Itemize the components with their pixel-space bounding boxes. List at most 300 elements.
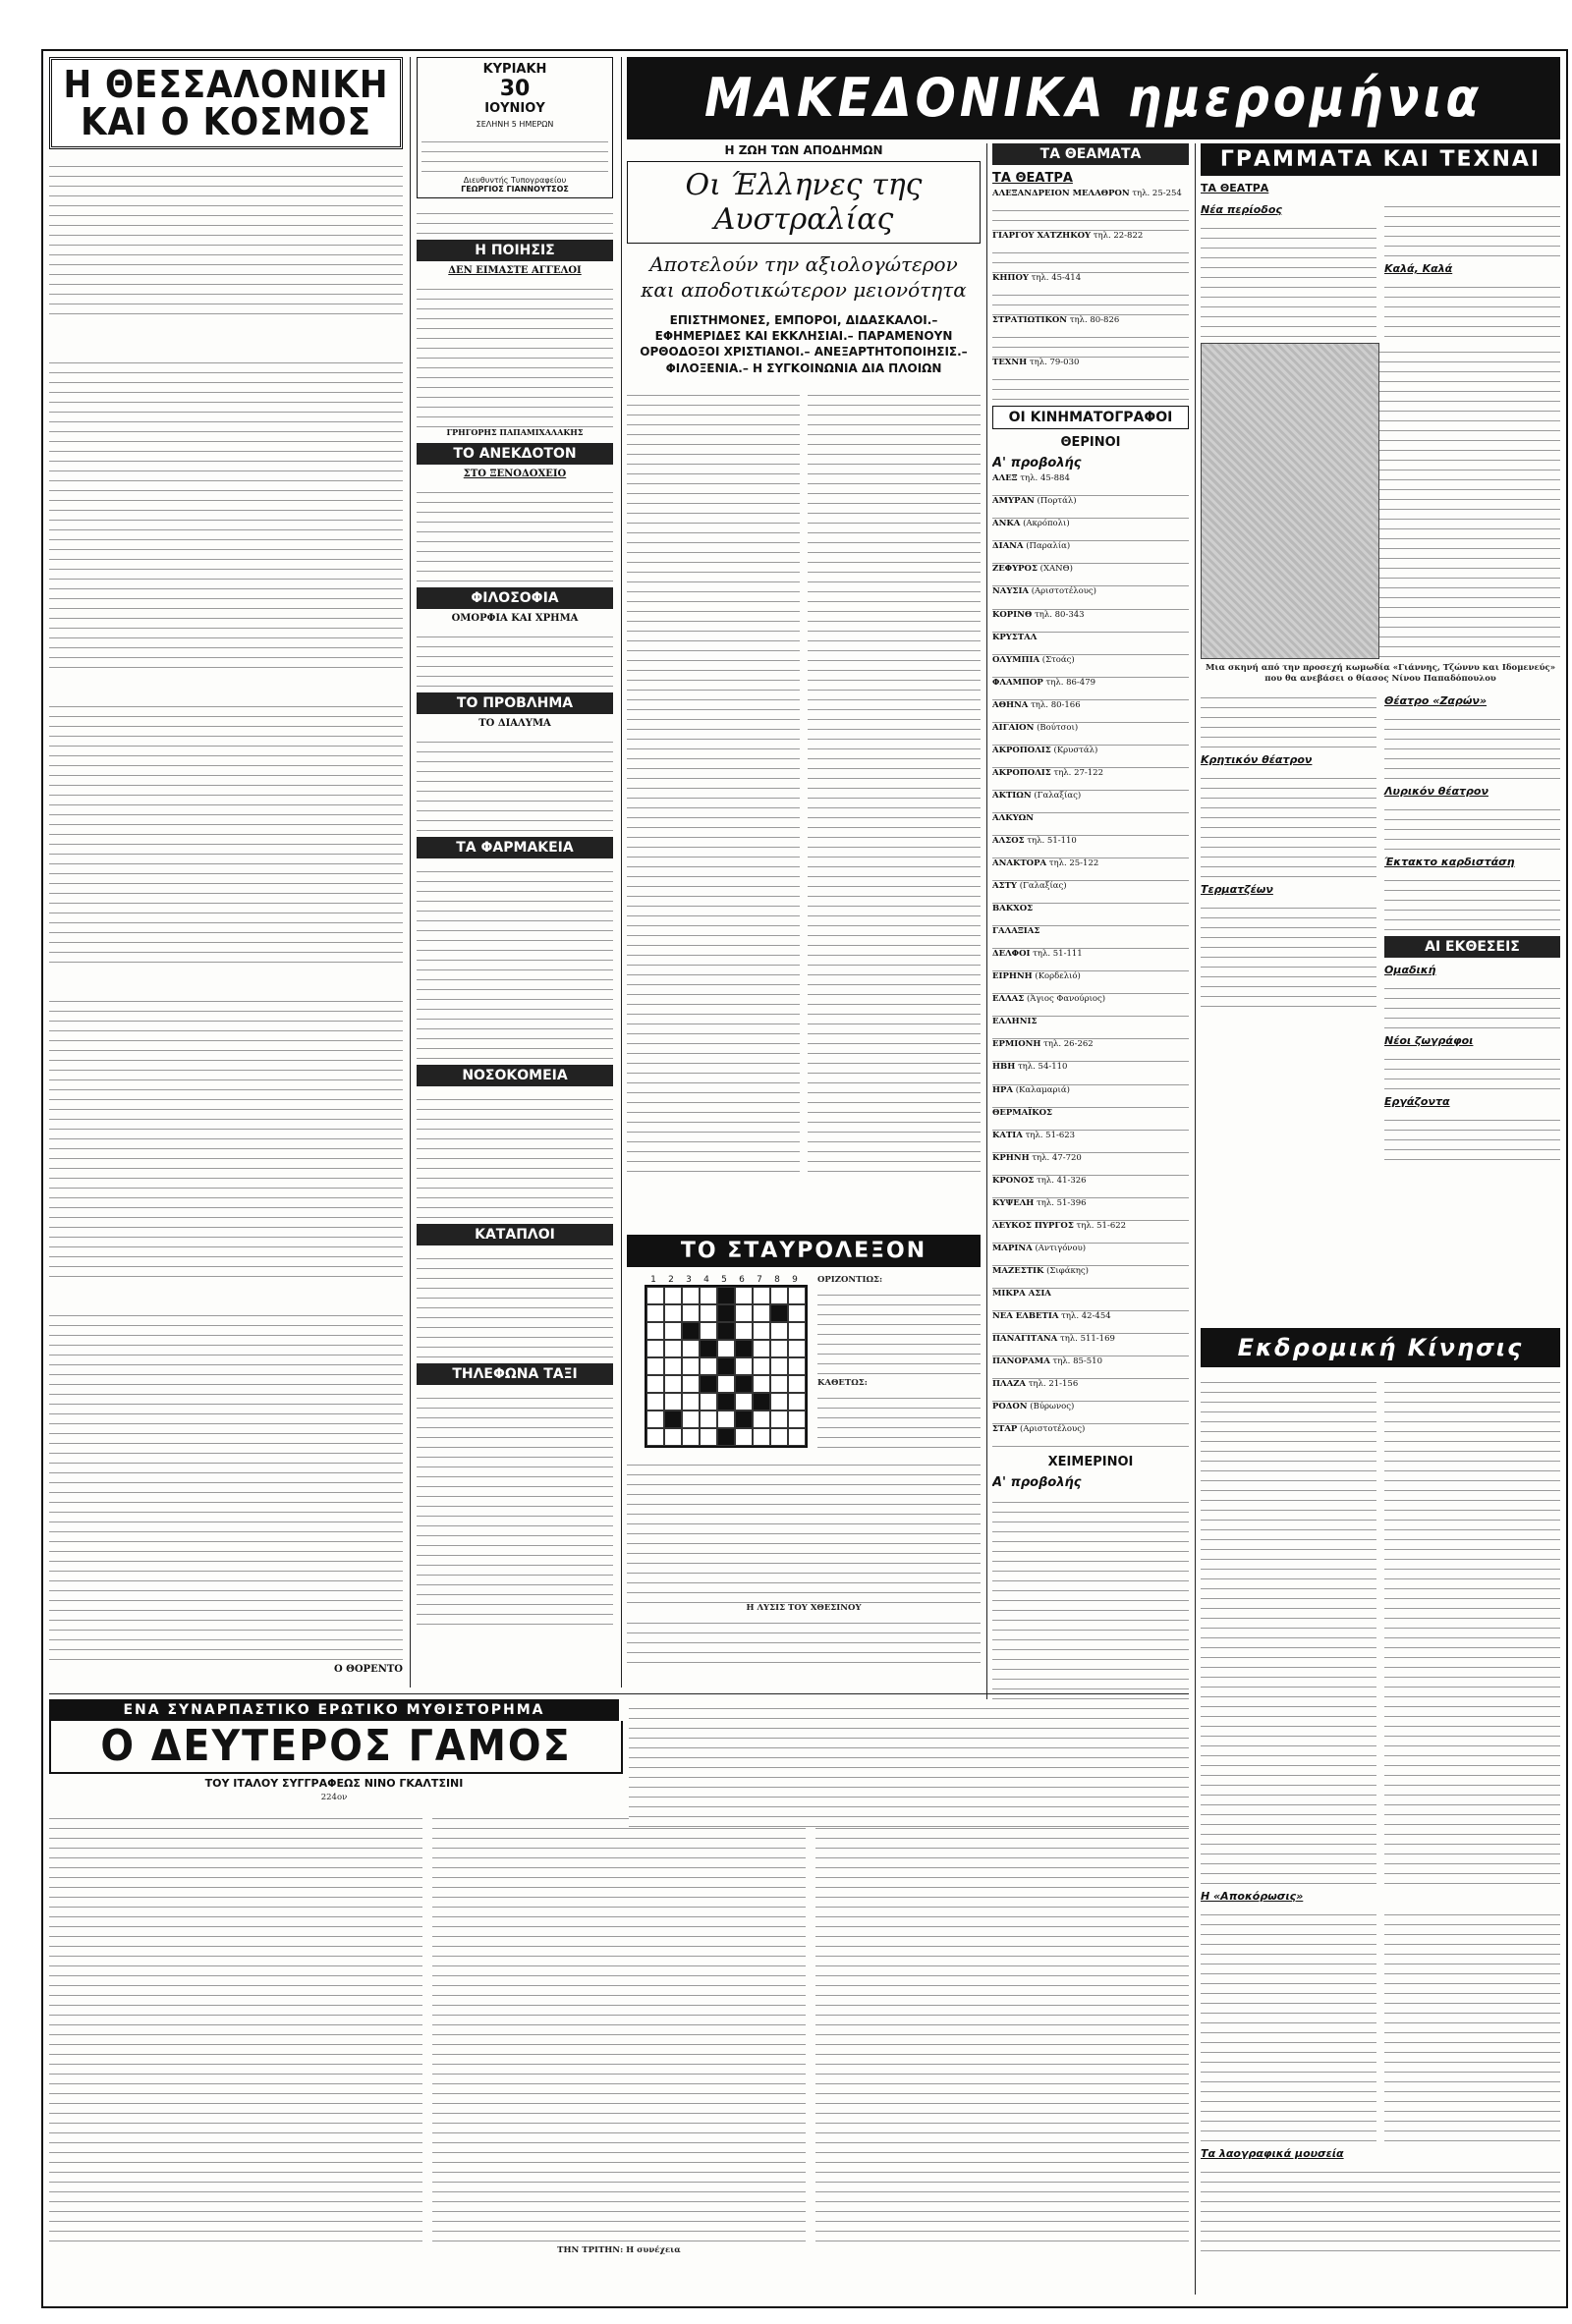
cinema-info: τηλ. 80-343 bbox=[1035, 609, 1085, 620]
left-title-line2: ΚΑΙ Ο ΚΟΣΜΟΣ bbox=[81, 100, 371, 143]
theatre-name: ΣΤΡΑΤΙΩΤΙΚΟΝ bbox=[992, 315, 1068, 326]
crossword-cell bbox=[735, 1304, 753, 1322]
cinema-info: τηλ. 54-110 bbox=[1017, 1062, 1068, 1073]
cinema-info: (Στοάς) bbox=[1041, 654, 1075, 665]
cinema-listing bbox=[992, 836, 1189, 847]
crossword-cell bbox=[717, 1340, 735, 1357]
crossword-cell bbox=[753, 1357, 770, 1375]
theatre-info: τηλ. 25-254 bbox=[1132, 189, 1182, 198]
crossword-cell bbox=[788, 1322, 806, 1340]
poet-name: ΓΡΗΓΟΡΗΣ ΠΑΠΑΜΙΧΑΛΑΚΗΣ bbox=[446, 427, 584, 437]
cinema-listing bbox=[992, 1062, 1189, 1073]
crossword-cell bbox=[753, 1287, 770, 1304]
cinema-info: τηλ. 21-156 bbox=[1028, 1379, 1079, 1390]
problem-header: ΤΟ ΠΡΟΒΛΗΜΑ bbox=[417, 692, 613, 714]
cinema-listing bbox=[992, 1221, 1189, 1232]
theatre-name: ΑΛΕΞΑΝΔΡΕΙΟΝ ΜΕΛΑΘΡΟΝ bbox=[992, 189, 1130, 198]
cinema-listing bbox=[992, 904, 1189, 914]
hospitals-header: ΝΟΣΟΚΟΜΕΙΑ bbox=[417, 1065, 613, 1086]
cinema-name: ΡΟΔΟΝ bbox=[992, 1402, 1028, 1412]
crossword-cell bbox=[682, 1375, 700, 1393]
cinema-name: ΒΑΚΧΟΣ bbox=[992, 904, 1034, 914]
crossword-cell bbox=[788, 1411, 806, 1428]
cinema-listing bbox=[992, 1017, 1189, 1027]
cinema-info: τηλ. 51-622 bbox=[1076, 1220, 1127, 1231]
down-label: ΚΑΘΕΤΩΣ: bbox=[817, 1377, 868, 1388]
crossword-cell bbox=[682, 1287, 700, 1304]
crossword-cell bbox=[753, 1322, 770, 1340]
crossword-cell bbox=[735, 1287, 753, 1304]
cinema-info: τηλ. 26-262 bbox=[1043, 1039, 1094, 1050]
cinema-listing bbox=[992, 700, 1189, 711]
theatre-info: τηλ. 22-822 bbox=[1093, 231, 1144, 242]
feature-subtitle bbox=[627, 251, 981, 303]
winter-header: ΧΕΙΜΕΡΙΝΟΙ bbox=[1047, 1455, 1134, 1470]
crossword-cell bbox=[770, 1304, 788, 1322]
problem-title: ΤΟ ΔΙΑΛΥΜΑ bbox=[478, 718, 551, 729]
cinema-name: ΣΤΑΡ bbox=[992, 1424, 1018, 1435]
cinemas-header: ΟΙ ΚΙΝΗΜΑΤΟΓΡΑΦΟΙ bbox=[992, 406, 1189, 429]
cinema-listing bbox=[992, 746, 1189, 756]
cinema-listing bbox=[992, 1108, 1189, 1119]
cinema-name: ΑΛΕΞ bbox=[992, 473, 1018, 484]
date-day: ΚΥΡΙΑΚΗ bbox=[482, 62, 547, 77]
anecdote-header: ΤΟ ΑΝΕΚΔΟΤΟΝ bbox=[417, 443, 613, 465]
cinema-listing bbox=[992, 858, 1189, 869]
crossword bbox=[627, 1235, 981, 1687]
crossword-cell bbox=[735, 1322, 753, 1340]
cinema-listing bbox=[992, 723, 1189, 734]
crossword-cell bbox=[735, 1340, 753, 1357]
theatre-name: ΚΗΠΟΥ bbox=[992, 273, 1029, 284]
cinema-name: ΑΝΑΚΤΟΡΑ bbox=[992, 858, 1047, 869]
crossword-cell bbox=[770, 1411, 788, 1428]
theatre-listing bbox=[992, 189, 1189, 199]
cinema-info: τηλ. 51-623 bbox=[1025, 1130, 1076, 1140]
cinema-name: ΕΡΜΙΟΝΗ bbox=[992, 1039, 1041, 1050]
crossword-cell bbox=[735, 1411, 753, 1428]
crossword-cell bbox=[700, 1340, 717, 1357]
masthead bbox=[627, 57, 1560, 139]
cinema-info: (Αριστοτέλους) bbox=[1020, 1424, 1086, 1435]
cinema-listing bbox=[992, 1266, 1189, 1277]
crossword-column-numbers bbox=[627, 1275, 808, 1285]
cinema-name: ΝΑΥΣΙΑ bbox=[992, 586, 1030, 597]
across-label: ΟΡΙΖΟΝΤΙΩΣ: bbox=[817, 1275, 883, 1285]
arts-column bbox=[1201, 143, 1560, 1322]
masthead-title: ΜΑΚΕΔΟΝΙΚΑ ημερομήνια bbox=[704, 67, 1483, 129]
cinema-info: (Άγιος Φανούριος) bbox=[1026, 994, 1106, 1005]
crossword-cell bbox=[664, 1287, 682, 1304]
cinema-info: τηλ. 25-122 bbox=[1048, 858, 1099, 869]
left-column bbox=[49, 57, 403, 1678]
spectacles-header: ΤΑ ΘΕΑΜΑΤΑ bbox=[992, 143, 1189, 165]
cinema-listing bbox=[992, 1176, 1189, 1187]
cinema-name: ΖΕΦΥΡΟΣ bbox=[992, 564, 1038, 575]
cinema-name: ΑΛΚΥΩΝ bbox=[992, 812, 1034, 823]
crossword-cell bbox=[770, 1357, 788, 1375]
feature-kicker: Η ΖΩΗ ΤΩΝ ΑΠΟΔΗΜΩΝ bbox=[724, 143, 883, 157]
crossword-cell bbox=[770, 1322, 788, 1340]
date-number: 30 bbox=[499, 77, 531, 101]
cinema-listing bbox=[992, 496, 1189, 507]
cinema-name: ΗΡΑ bbox=[992, 1084, 1014, 1095]
omadiki-title: Ομαδική bbox=[1384, 963, 1436, 976]
cinema-info: (Ακρόπολι) bbox=[1023, 519, 1070, 529]
kala-kala-title: Καλά, Καλά bbox=[1384, 262, 1453, 275]
poetry-header: Η ΠΟΙΗΣΙΣ bbox=[417, 240, 613, 261]
cinema-info: τηλ. 41-326 bbox=[1037, 1175, 1087, 1186]
cinema-info: (Κορδελιό) bbox=[1035, 971, 1081, 982]
cinema-info: (Γαλαξίας) bbox=[1034, 790, 1082, 801]
cinema-listing bbox=[992, 1424, 1189, 1435]
crossword-cell bbox=[770, 1340, 788, 1357]
cinema-name: ΑΚΡΟΠΟΛΙΣ bbox=[992, 767, 1051, 778]
crossword-num: 8 bbox=[774, 1275, 780, 1285]
crossword-cell bbox=[700, 1411, 717, 1428]
crossword-title: ΤΟ ΣΤΑΥΡΟΛΕΞΟΝ bbox=[627, 1235, 981, 1267]
cinema-info: τηλ. 51-110 bbox=[1027, 835, 1077, 846]
crossword-cell bbox=[753, 1393, 770, 1411]
crossword-cell bbox=[646, 1393, 664, 1411]
philosophy-title: ΟΜΟΡΦΙΑ ΚΑΙ ΧΡΗΜΑ bbox=[451, 613, 579, 624]
anecdote-title: ΣΤΟ ΞΕΝΟΔΟΧΕΙΟ bbox=[463, 469, 567, 479]
cinema-info: τηλ. 86-479 bbox=[1045, 677, 1096, 688]
cinema-listing bbox=[992, 1039, 1189, 1050]
crossword-cell bbox=[788, 1287, 806, 1304]
cinema-info: (Αντιγόνου) bbox=[1035, 1243, 1087, 1253]
cinema-listing bbox=[992, 1356, 1189, 1367]
cinema-info: τηλ. 42-454 bbox=[1061, 1310, 1111, 1321]
poem-title: ΔΕΝ ΕΙΜΑΣΤΕ ΑΓΓΕΛΟΙ bbox=[448, 265, 582, 276]
crossword-cell bbox=[682, 1428, 700, 1446]
termintzon-title: Τερματζέων bbox=[1201, 882, 1273, 896]
cinema-listing bbox=[992, 1379, 1189, 1390]
crossword-cell bbox=[682, 1411, 700, 1428]
cinema-name: ΗΒΗ bbox=[992, 1062, 1016, 1073]
cinema-listing bbox=[992, 926, 1189, 937]
theatre-name: ΓΙΑΡΓΟΥ ΧΑΤΖΗΚΟΥ bbox=[992, 231, 1092, 242]
cinema-name: ΑΝΚΑ bbox=[992, 519, 1021, 529]
crossword-cell bbox=[770, 1428, 788, 1446]
cinema-name: ΜΑΡΙΝΑ bbox=[992, 1243, 1033, 1253]
crossword-cell bbox=[682, 1357, 700, 1375]
crossword-cell bbox=[700, 1287, 717, 1304]
cinema-name: ΑΙΓΑΙΟΝ bbox=[992, 722, 1035, 733]
crossword-cell bbox=[770, 1393, 788, 1411]
cinema-listing bbox=[992, 655, 1189, 666]
cinema-listing bbox=[992, 610, 1189, 621]
cinema-info: τηλ. 45-884 bbox=[1020, 473, 1070, 484]
theatre-listing bbox=[992, 358, 1189, 368]
crossword-cell bbox=[717, 1304, 735, 1322]
center-left-column bbox=[417, 57, 613, 1727]
cinema-name: ΦΛΑΜΠΟΡ bbox=[992, 677, 1043, 688]
folk-museums-title: Τα λαογραφικά μουσεία bbox=[1201, 2147, 1344, 2160]
cinema-listing bbox=[992, 768, 1189, 779]
cinema-listing bbox=[992, 949, 1189, 960]
cinema-name: ΚΥΨΕΛΗ bbox=[992, 1197, 1035, 1208]
crossword-cell bbox=[770, 1287, 788, 1304]
crossword-cell bbox=[717, 1375, 735, 1393]
cinema-info: (Πορτάλ) bbox=[1037, 496, 1077, 507]
crossword-cell bbox=[646, 1304, 664, 1322]
crossword-cell bbox=[646, 1375, 664, 1393]
feature-subtitle-line2: και αποδοτικώτερον μειονότητα bbox=[641, 278, 967, 302]
cinema-info: (Σιφάκης) bbox=[1046, 1265, 1089, 1276]
crossword-cell bbox=[788, 1340, 806, 1357]
theatre-listing bbox=[992, 231, 1189, 242]
crossword-cell bbox=[735, 1357, 753, 1375]
crossword-cell bbox=[700, 1357, 717, 1375]
crossword-cell bbox=[664, 1322, 682, 1340]
crossword-cell bbox=[753, 1304, 770, 1322]
theatre-info: τηλ. 45-414 bbox=[1031, 273, 1082, 284]
cinema-listing bbox=[992, 633, 1189, 643]
crossword-cell bbox=[646, 1322, 664, 1340]
cinema-info: τηλ. 51-111 bbox=[1033, 949, 1083, 960]
crossword-cell bbox=[788, 1393, 806, 1411]
crossword-cell bbox=[788, 1428, 806, 1446]
serial-novel bbox=[49, 1699, 1189, 2298]
cinema-info: (Γαλαξίας) bbox=[1019, 881, 1067, 892]
cinema-listing bbox=[992, 1198, 1189, 1209]
crossword-num: 9 bbox=[792, 1275, 798, 1285]
ektakto-title: Έκτακτο καρδιστάση bbox=[1384, 855, 1515, 868]
cinema-listing bbox=[992, 473, 1189, 484]
crossword-cell bbox=[788, 1375, 806, 1393]
cinema-info: (Παραλία) bbox=[1026, 541, 1071, 552]
feature-title: Οι Έλληνες της Αυστραλίας bbox=[627, 161, 981, 244]
cinema-name: ΜΙΚΡΑ ΑΣΙΑ bbox=[992, 1288, 1051, 1299]
new-era-title: Νέα περίοδος bbox=[1201, 203, 1282, 216]
cinema-listing bbox=[992, 564, 1189, 575]
newspaper-page bbox=[41, 49, 1568, 2308]
crossword-cell bbox=[682, 1322, 700, 1340]
cinema-name: ΛΕΥΚΟΣ ΠΥΡΓΟΣ bbox=[992, 1220, 1074, 1231]
cinema-listing bbox=[992, 541, 1189, 552]
theatre-list bbox=[992, 189, 1189, 400]
cinema-name: ΑΚΤΙΩΝ bbox=[992, 790, 1032, 801]
cinema-name: ΔΕΛΦΟΙ bbox=[992, 949, 1031, 960]
crossword-cell bbox=[717, 1287, 735, 1304]
feature-deck: ΕΠΙΣΤΗΜΟΝΕΣ, ΕΜΠΟΡΟΙ, ΔΙΔΑΣΚΑΛΟΙ.– ΕΦΗΜΕΡΙΔΕΣ ΚΑΙ ΕΚΚΛΗΣΙΑΙ.– ΠΑΡΑΜΕΝΟΥΝ ΟΡΘΟΔΟΞΟΙ ΧΡΙΣΤΙΑΝΟΙ.– ΑΝΕΞΑΡΤΗΤΟΠΟΙΗΣΙΣ.– ΦΙΛΟΞΕΝΙΑ.– Η ΣΥΓΚΟΙΝΩΝΙΑ ΔΙΑ ΠΛΟΙΩΝ bbox=[640, 313, 968, 375]
cinema-name: ΚΡΟΝΟΣ bbox=[992, 1175, 1035, 1186]
crossword-cell bbox=[753, 1375, 770, 1393]
left-signature: Ο ΘΟΡΕΝΤΟ bbox=[333, 1664, 403, 1675]
cinema-info: τηλ. 51-396 bbox=[1037, 1197, 1087, 1208]
cinema-listing bbox=[992, 813, 1189, 824]
cinema-name: ΓΑΛΑΞΙΑΣ bbox=[992, 926, 1040, 937]
ergasteria-title: Εργάζοντα bbox=[1384, 1094, 1450, 1108]
crossword-cell bbox=[753, 1428, 770, 1446]
lyrikon-title: Λυρικόν θέατρον bbox=[1384, 784, 1488, 798]
date-month: ΙΟΥΝΙΟΥ bbox=[484, 101, 545, 116]
cinema-listing bbox=[992, 1085, 1189, 1096]
feature-article bbox=[627, 143, 981, 1224]
cinema-info: τηλ. 511-169 bbox=[1060, 1334, 1115, 1345]
theatres-sub: ΤΑ ΘΕΑΤΡΑ bbox=[992, 171, 1073, 186]
crossword-cell bbox=[664, 1428, 682, 1446]
date-box bbox=[417, 57, 613, 198]
crossword-num: 6 bbox=[739, 1275, 745, 1285]
kritiko-title: Κρητικόν θέατρον bbox=[1201, 752, 1313, 766]
theatre-info: τηλ. 79-030 bbox=[1029, 358, 1080, 368]
excursions-header: Εκδρομική Κίνησις bbox=[1201, 1328, 1560, 1367]
cinema-name: ΔΙΑΝΑ bbox=[992, 541, 1024, 552]
crossword-cell bbox=[753, 1411, 770, 1428]
cinema-name: ΕΛΛΗΝΙΣ bbox=[992, 1017, 1038, 1027]
cinema-name: ΚΡΗΝΗ bbox=[992, 1152, 1030, 1163]
cinema-name: ΘΕΡΜΑΪΚΟΣ bbox=[992, 1107, 1053, 1118]
left-title-line1: Η ΘΕΣΣΑΛΟΝΙΚΗ bbox=[63, 63, 389, 106]
new-painters-title: Νέοι ζωγράφοι bbox=[1384, 1033, 1474, 1047]
cinema-name: ΑΛΣΟΣ bbox=[992, 835, 1025, 846]
crossword-num: 3 bbox=[686, 1275, 692, 1285]
cinema-info: τηλ. 85-510 bbox=[1052, 1356, 1102, 1367]
theatre-name: ΤΕΧΝΗ bbox=[992, 358, 1028, 368]
cinema-listing bbox=[992, 678, 1189, 689]
arts-header: ΓΡΑΜΜΑΤΑ ΚΑΙ ΤΕΧΝΑΙ bbox=[1201, 143, 1560, 176]
crossword-cell bbox=[717, 1411, 735, 1428]
crossword-cell bbox=[646, 1357, 664, 1375]
philosophy-header: ΦΙΛΟΣΟΦΙΑ bbox=[417, 587, 613, 609]
crossword-cell bbox=[788, 1304, 806, 1322]
exhibitions-header: ΑΙ ΕΚΘΕΣΕΙΣ bbox=[1384, 936, 1560, 958]
summer-header: ΘΕΡΙΝΟΙ bbox=[1060, 435, 1121, 451]
pharmacies-header: ΤΑ ΦΑΡΜΑΚΕΙΑ bbox=[417, 837, 613, 858]
crossword-num: 2 bbox=[668, 1275, 674, 1285]
ships-header: ΚΑΤΑΠΛΟΙ bbox=[417, 1224, 613, 1245]
crossword-cell bbox=[700, 1304, 717, 1322]
cinema-name: ΚΡΥΣΤΑΛ bbox=[992, 632, 1038, 642]
crossword-cell bbox=[717, 1322, 735, 1340]
cinema-info: (ΧΑΝΘ) bbox=[1039, 564, 1073, 575]
crossword-cell bbox=[664, 1340, 682, 1357]
cinema-listing bbox=[992, 519, 1189, 529]
cinema-info: τηλ. 80-166 bbox=[1031, 699, 1081, 710]
cinema-listing bbox=[992, 1153, 1189, 1164]
cinema-name: ΑΚΡΟΠΟΛΙΣ bbox=[992, 745, 1051, 755]
first-run-header: Α' προβολής bbox=[992, 456, 1082, 471]
cinema-listing bbox=[992, 791, 1189, 802]
serial-continued: ΤΗΝ ΤΡΙΤΗΝ: Η συνέχεια bbox=[557, 2244, 681, 2255]
cinema-info: (Βύρωνος) bbox=[1030, 1402, 1075, 1412]
crossword-cell bbox=[700, 1375, 717, 1393]
crossword-cell bbox=[664, 1393, 682, 1411]
cinema-info: (Βούτσοι) bbox=[1037, 722, 1079, 733]
cinema-listing bbox=[992, 586, 1189, 597]
moon-phase: ΣΕΛΗΝΗ 5 ΗΜΕΡΩΝ bbox=[476, 120, 554, 129]
cinema-name: ΜΑΖΕΣΤΙΚ bbox=[992, 1265, 1044, 1276]
solution-label: Η ΛΥΣΙΣ ΤΟΥ ΧΘΕΣΙΝΟΥ bbox=[746, 1603, 862, 1613]
cinema-listing bbox=[992, 1311, 1189, 1322]
crossword-cell bbox=[735, 1428, 753, 1446]
crossword-cell bbox=[700, 1428, 717, 1446]
crossword-cell bbox=[735, 1375, 753, 1393]
crossword-cell bbox=[753, 1340, 770, 1357]
cinema-name: ΚΟΡΙΝΘ bbox=[992, 609, 1033, 620]
crossword-cell bbox=[717, 1428, 735, 1446]
theatre-listing bbox=[992, 273, 1189, 284]
cinema-info: τηλ. 47-720 bbox=[1032, 1152, 1082, 1163]
crossword-cell bbox=[646, 1287, 664, 1304]
cinema-name: ΚΑΤΙΑ bbox=[992, 1130, 1023, 1140]
cinema-info: (Κρυστάλ) bbox=[1053, 745, 1098, 755]
cinema-info: τηλ. 27-122 bbox=[1053, 767, 1103, 778]
crossword-cell bbox=[717, 1357, 735, 1375]
crossword-cell bbox=[717, 1393, 735, 1411]
cinema-name: ΠΑΝΑΓΙΤΑΝΑ bbox=[992, 1334, 1058, 1345]
excursions-section bbox=[1201, 1328, 1560, 2300]
cinema-listing bbox=[992, 971, 1189, 982]
cinema-name: ΑΘΗΝΑ bbox=[992, 699, 1029, 710]
cinema-info: (Καλαμαριά) bbox=[1015, 1084, 1070, 1095]
cinema-name: ΠΛΑΖΑ bbox=[992, 1379, 1027, 1390]
phones-header: ΤΗΛΕΦΩΝΑ ΤΑΞΙ bbox=[417, 1363, 613, 1385]
crossword-cell bbox=[646, 1340, 664, 1357]
cinema-name: ΑΣΤΥ bbox=[992, 881, 1017, 892]
crossword-cell bbox=[664, 1375, 682, 1393]
crossword-cell bbox=[788, 1357, 806, 1375]
serial-episode: 224ον bbox=[320, 1793, 348, 1802]
theatre-listing bbox=[992, 315, 1189, 326]
winter-first-run: Α' προβολής bbox=[992, 1475, 1082, 1491]
crossword-cell bbox=[735, 1393, 753, 1411]
director-name: ΓΕΩΡΓΙΟΣ ΓΙΑΝΝΟΥΤΣΟΣ bbox=[461, 185, 569, 194]
cinema-list bbox=[992, 473, 1189, 1447]
cinema-info: (Αριστοτέλους) bbox=[1031, 586, 1096, 597]
apokrouses-title: Η «Αποκόρωσις» bbox=[1201, 1890, 1304, 1903]
left-article-body bbox=[49, 157, 403, 1660]
crossword-num: 7 bbox=[757, 1275, 762, 1285]
crossword-cell bbox=[770, 1375, 788, 1393]
crossword-cell bbox=[682, 1304, 700, 1322]
cinema-name: ΕΙΡΗΝΗ bbox=[992, 971, 1033, 982]
crossword-num: 4 bbox=[703, 1275, 709, 1285]
zaron-title: Θέατρο «Ζαρών» bbox=[1384, 693, 1488, 707]
serial-author: ΤΟΥ ΙΤΑΛΟΥ ΣΥΓΓΡΑΦΕΩΣ ΝΙΝΟ ΓΚΑΛΤΣΙΝΙ bbox=[204, 1777, 464, 1790]
cinema-listing bbox=[992, 994, 1189, 1005]
cinema-name: ΝΕΑ ΕΛΒΕΤΙΑ bbox=[992, 1310, 1059, 1321]
crossword-cell bbox=[664, 1411, 682, 1428]
cinema-listing bbox=[992, 1402, 1189, 1412]
cinema-name: ΕΛΛΑΣ bbox=[992, 994, 1025, 1005]
cinema-listing bbox=[992, 1131, 1189, 1141]
crossword-cell bbox=[664, 1357, 682, 1375]
cinema-listing bbox=[992, 1334, 1189, 1345]
arts-theatre-sub: ΤΑ ΘΕΑΤΡΑ bbox=[1201, 182, 1269, 194]
crossword-num: 5 bbox=[721, 1275, 727, 1285]
crossword-num: 1 bbox=[650, 1275, 656, 1285]
crossword-cell bbox=[646, 1411, 664, 1428]
cinema-name: ΠΑΝΟΡΑΜΑ bbox=[992, 1356, 1050, 1367]
theatre-info: τηλ. 80-826 bbox=[1069, 315, 1120, 326]
crossword-cell bbox=[700, 1393, 717, 1411]
crossword-cell bbox=[664, 1304, 682, 1322]
cinema-listing bbox=[992, 1244, 1189, 1254]
photo-caption: Μια σκηνή από την προσεχή κωμωδία «Γιάννης, Τζώννυ και Ιδομενεύς» που θα ανεβάσει ο θίασος Νίνου Παπαδόπουλου bbox=[1205, 663, 1556, 684]
theatre-photo bbox=[1201, 343, 1379, 659]
cinema-listing bbox=[992, 881, 1189, 892]
cinema-listing bbox=[992, 1289, 1189, 1300]
crossword-cell bbox=[682, 1340, 700, 1357]
cinema-name: ΑΜΥΡΑΝ bbox=[992, 496, 1035, 507]
serial-kicker: ΕΝΑ ΣΥΝΑΡΠΑΣΤΙΚΟ ΕΡΩΤΙΚΟ ΜΥΘΙΣΤΟΡΗΜΑ bbox=[49, 1699, 619, 1721]
director-label: Διευθυντής Τυπογραφείου bbox=[463, 176, 567, 185]
crossword-cell bbox=[700, 1322, 717, 1340]
cinema-name: ΟΛΥΜΠΙΑ bbox=[992, 654, 1040, 665]
